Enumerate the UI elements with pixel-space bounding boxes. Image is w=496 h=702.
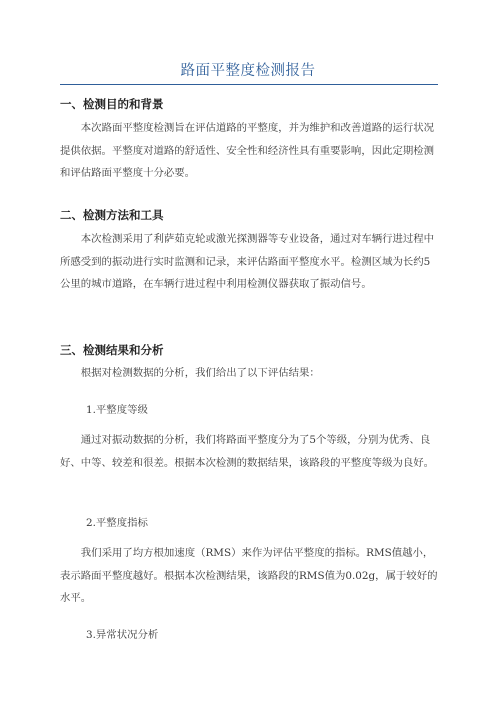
subsection-label-anomaly: 3.异常状况分析: [86, 629, 159, 641]
section-intro-results: 根据对检测数据的分析，我们给出了以下评估结果：: [80, 367, 320, 379]
subsection-body-index: 我们采用了均方根加速度（RMS）来作为评估平整度的指标。RMS值越小，表示路面平整度越好。根据本次检测结果，该路段的RMS值为0.02g，属于较好的水平。: [60, 547, 438, 605]
section-heading-results: 三、检测结果和分析: [60, 343, 164, 357]
title-divider: [60, 84, 438, 85]
section-heading-method: 二、检测方法和工具: [60, 208, 164, 222]
subsection-label-index: 2.平整度指标: [86, 517, 148, 529]
subsection-body-grade: 通过对振动数据的分析，我们将路面平整度分为了5个等级，分别为优秀、良好、中等、较差和很差。根据本次检测的数据结果，该路段的平整度等级为良好。: [60, 434, 435, 469]
section-body-purpose: 本次路面平整度检测旨在评估道路的平整度，并为维护和改善道路的运行状况提供依据。平整度对道路的舒适性、安全性和经济性具有重要影响，因此定期检测和评估路面平整度十分必要。: [60, 122, 435, 180]
section-heading-purpose: 一、检测目的和背景: [60, 97, 164, 111]
subsection-label-grade: 1.平整度等级: [86, 404, 148, 416]
section-body-method: 本次检测采用了利萨茹克轮或激光探测器等专业设备，通过对车辆行进过程中所感受到的振动进行实时监测和记录，来评估路面平整度水平。检测区域为长约5公里的城市道路，在车辆行进过程中利用检测仪器获取了振动信号。: [60, 233, 435, 291]
document-title: 路面平整度检测报告: [180, 63, 316, 79]
